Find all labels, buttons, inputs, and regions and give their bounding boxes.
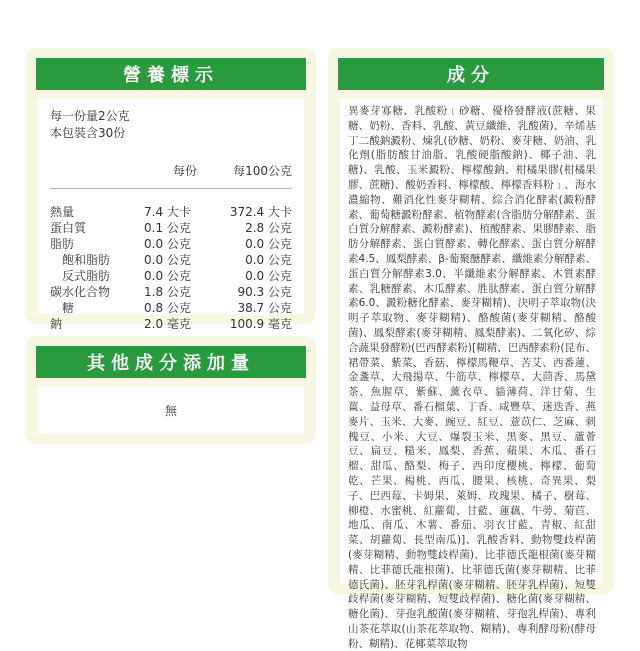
nutrition-column-header xyxy=(50,162,292,180)
nutrition-row xyxy=(50,203,292,219)
nutrient-label: 熱量 xyxy=(50,205,75,219)
per-100g-value: 2.8 公克 xyxy=(245,221,292,235)
per-serving-value: 1.8 公克 xyxy=(144,285,191,299)
per-serving-value: 2.0 毫克 xyxy=(144,317,191,331)
per-serving-value: 0.0 公克 xyxy=(144,237,191,251)
nutrient-label: 碳水化合物 xyxy=(50,285,111,299)
per-serving-header: 每份 xyxy=(172,164,197,178)
nutrition-row xyxy=(50,235,292,251)
per-100g-header: 每100公克 xyxy=(233,164,292,178)
ingredients-text: 異麥芽寡糖、乳酸粉﹝砂糖、優格發酵液(蔗糖、果糖、奶粉、香料、乳酸、黃豆纖維、乳酸菌)、辛烯基丁二酸鈉澱粉、煉乳(砂糖、奶粉、麥芽糖、奶油、乳化劑(脂肪酸甘油脂、乳酸硬脂酸鈉)、椰子油、乳糖)、乳酸、玉米澱粉、檸檬酸鈉、柑橘果膠(柑橘果膠、蔗糖)、酸奶香料、檸檬酸、檸檬香料粉﹞、海水濃縮物、難消化性麥芽糊精、綜合消化酵素(澱粉酵素、葡萄糖澱粉酵素、植物酵素(含脂肪分解酵素、蛋白質分解酵素、澱粉酵素)、植酸酵素、果膠酵素、脂肪分解酵素、蛋白質酵素、轉化酵素、蛋白質分解酵素4.5、鳳梨酵素、β-葡聚醣酵素、纖維素分解酵素、蛋白質分解酵素3.0、半纖維素分解酵素、木質素酵素、乳糖酵素、木瓜酵素、胜肽酵素、蛋白質分解酵素6.0、澱粉糖化酵素、麥芽糊精)、決明子萃取物(決明子萃取物、麥芽糊精)、酪酸菌(麥芽糊精、酪酸菌)、鳳梨酵素(麥芽糊精、鳳梨酵素)、二氧化矽、綜合蔬果發酵粉(巴西酵素粉)[糊精、巴西酵素粉(昆布、裙帶菜、紫菜、香菇、檸檬馬鞭草、苦艾、西番蓮、金盞草、大飛揚草、牛筋草、檸檬草、大茴香、馬黛茶、魚腥草、紫蘇、薰衣草、貓薄荷、洋甘菊、生薑、益母草、番石榴葉、丁香、咸豐草、迷迭香、燕麥片、玉米、大麥、豌豆、紅豆、薏苡仁、芝麻、刺槐豆、小米、大豆、爆裂玉米、黑麥、黑豆、蘆薈豆、扁豆、糙米、鳳梨、香蕉、蘋果、木瓜、番石榴、甜瓜、酪梨、梅子、西印度櫻桃、檸檬、葡萄乾、芒果、楊桃、西瓜、腰果、核桃、奇異果、梨子、巴西莓、卡姆果、萊姆、玫瑰果、橘子、樹莓、柳橙、水蜜桃、紅蘿蔔、甘藍、蓮藕、牛蒡、菊苣、地瓜、南瓜、木薯、番茄、羽衣甘藍、青椒、紅甜菜、胡蘿蔔、長型南瓜)]、乳酸香料、動物雙歧桿菌(麥芽糊精、動物雙歧桿菌)、比菲德氏龍根菌(麥芽糊精、比菲德氏龍根菌)、比菲德氏菌(麥芽糊精、比菲德氏菌)、胚芽乳桿菌(麥芽糊精、胚芽乳桿菌)、短雙歧桿菌(麥芽糊精、短雙歧桿菌)、糖化菌(麥芽糊精、糖化菌)、芽孢乳酸菌(麥芽糊精、芽孢乳桿菌)、專利山茶花萃取(山茶花萃取物、糊精)、專利酵母粉(酵母粉、糊精)、花椰菜萃取物 xyxy=(348,105,596,650)
serving-size: 每一份量2公克 xyxy=(50,109,130,123)
per-100g-value: 372.4 大卡 xyxy=(229,205,292,219)
per-serving-value: 0.1 公克 xyxy=(144,221,191,235)
nutrition-body xyxy=(38,98,304,331)
nutrient-label: 糖 xyxy=(50,301,75,315)
nutrient-label: 脂肪 xyxy=(50,237,75,251)
per-100g-value: 0.0 公克 xyxy=(245,269,292,283)
nutrition-row xyxy=(50,251,292,267)
other-ingredients-value: 無 xyxy=(164,403,177,418)
per-100g-value: 38.7 公克 xyxy=(237,301,292,315)
nutrition-row xyxy=(50,315,292,331)
per-100g-value: 0.0 公克 xyxy=(245,237,292,251)
nutrition-panel xyxy=(26,48,316,331)
nutrition-row xyxy=(50,267,292,283)
per-serving-value: 0.0 公克 xyxy=(144,253,191,267)
nutrient-label: 反式脂肪 xyxy=(50,269,111,283)
other-ingredients-body xyxy=(38,386,304,434)
nutrition-divider xyxy=(50,188,292,189)
per-serving-value: 0.0 公克 xyxy=(144,269,191,283)
per-serving-value: 0.8 公克 xyxy=(144,301,191,315)
per-100g-value: 90.3 公克 xyxy=(237,285,292,299)
nutrition-row xyxy=(50,219,292,235)
ingredients-body xyxy=(340,98,602,650)
per-serving-value: 7.4 大卡 xyxy=(144,205,191,219)
ingredients-title: 成分 xyxy=(338,58,604,90)
per-100g-value: 100.9 毫克 xyxy=(229,317,292,331)
nutrient-label: 鈉 xyxy=(50,317,63,331)
nutrition-row xyxy=(50,299,292,315)
nutrition-table xyxy=(50,203,292,331)
ingredients-panel xyxy=(328,48,614,650)
nutrition-row xyxy=(50,283,292,299)
other-ingredients-title: 其他成分添加量 xyxy=(36,346,306,378)
per-100g-value: 0.0 公克 xyxy=(245,253,292,267)
nutrient-label: 飽和脂肪 xyxy=(50,253,111,267)
servings-per-package: 本包裝含30份 xyxy=(50,126,126,140)
nutrient-label: 蛋白質 xyxy=(50,221,87,235)
other-ingredients-panel xyxy=(26,336,316,444)
nutrition-title: 營養標示 xyxy=(36,58,306,90)
